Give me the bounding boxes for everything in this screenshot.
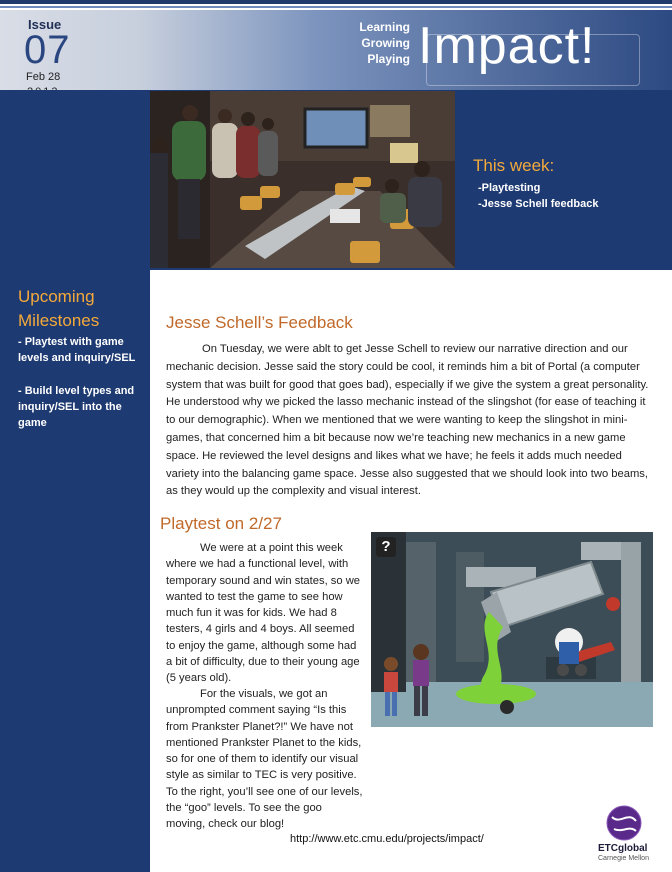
etc-logo-subtext: Carnegie Mellon [598,855,649,862]
help-icon: ? [381,538,391,555]
issue-date: Feb 28 [26,71,61,83]
this-week-item: -Jesse Schell feedback [478,198,599,210]
milestone-item: - Build level types and inquiry/SEL into the game [18,385,135,429]
top-strip-thin [0,6,672,8]
this-week-item: -Playtesting [478,182,541,194]
tagline-playing: Playing [367,52,410,66]
milestone-item: - Playtest with game levels and inquiry/SEL [18,336,136,364]
impact-logo: Impact! [418,17,596,75]
playtest-heading: Playtest on 2/27 [160,514,282,533]
milestones-title [18,285,99,333]
issue-label: Issue [28,17,62,32]
milestones-title-line: Upcoming [18,287,95,306]
feedback-body: On Tuesday, we were ablt to get Jesse Schell to review our narrative direction and our mechanic decision. Jesse said the story could be cool, it reminds him a bit of Portal (a computer system that was built for good that goes bad), especially if we give the system a great personality. He understood why we picked the lasso mechanic instead of the slingshot (for ease of teaching it to our demographic). When we mentioned that we were wanting to keep the slingshot in mini-games, that concerned him a bit because now we’re teaching new mechanics in a new game space. He reviewed the level designs and likes what we have; he feels it adds much needed variety into the balancing game space. Jesse also suggested that we should look into two beams, as they would up the complexity and visual interest. [166,343,649,498]
top-strip [0,0,672,4]
tagline-growing: Growing [361,36,410,50]
playtest-paragraph: We were at a point this week where we had a functional level, with temporary sound and win states, so we wanted to test the game to see how much fun it was for kids. We had 8 testers, 4 girls and 4 boys. All seemed to enjoy the game, although some had a bit of difficulty, due to their young age (5 years old). [166,542,361,685]
etc-logo-text: ETCglobal [598,843,648,854]
feedback-heading: Jesse Schell’s Feedback [166,313,353,332]
game-screenshot [371,532,653,727]
issue-number: 07 [24,28,71,72]
etc-global-logo [596,803,656,865]
tagline-learning: Learning [359,20,410,34]
this-week-title: This week: [473,156,555,175]
milestones-title-line: Milestones [18,311,100,330]
project-url[interactable]: http://www.etc.cmu.edu/projects/impact/ [290,833,484,845]
playtest-paragraph: For the visuals, we got an unprompted comment saying “Is this from Prankster Planet?!” We have not mentioned Prankster Planet to the kids, so for one of them to identify our visual style as similar to TEC is very positive. To the right, you’ll see one of our levels, the “goo” levels. To see the goo moving, check our blog! [166,688,363,831]
team-photo [150,91,455,268]
